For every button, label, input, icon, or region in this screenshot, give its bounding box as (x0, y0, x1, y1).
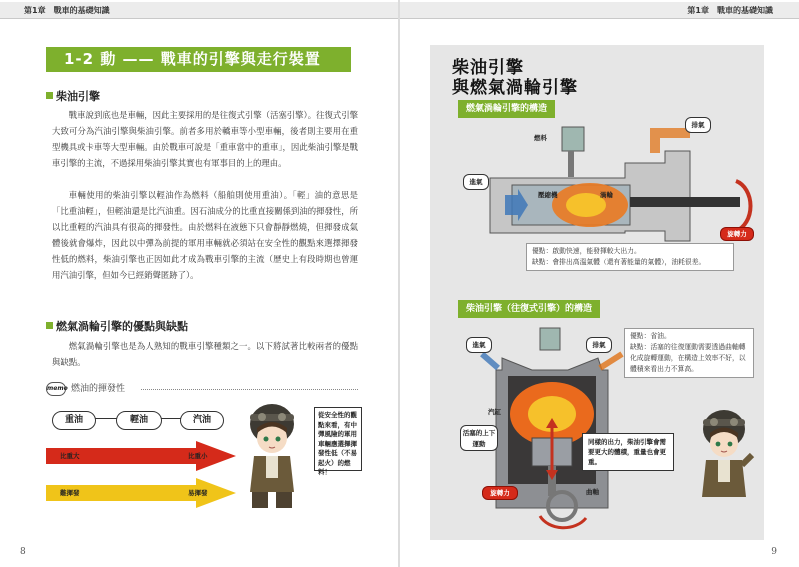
diesel-rotation-tag: 旋轉力 (482, 486, 518, 500)
page-number-right: 9 (771, 547, 777, 557)
tank-girl-illustration-right (692, 405, 756, 515)
diesel-section-label: 柴油引擎（往復式引擎）的構造 (458, 300, 600, 318)
oil-heavy: 重油 (52, 411, 96, 430)
memo-row (46, 382, 358, 398)
crankshaft-label: 曲軸 (586, 488, 599, 496)
page-number-left: 8 (20, 547, 26, 557)
turbine-rotation-tag: 旋轉力 (720, 227, 754, 241)
diesel-intake-tag: 進氣 (466, 337, 492, 353)
turbine-label: 渦輪 (600, 191, 613, 199)
compressor-label: 壓縮機 (538, 191, 558, 199)
label-volatility-high: 易揮發 (188, 489, 208, 497)
paragraph-3: 燃氣渦輪引擎也是為人熟知的戰車引擎種類之一。以下將試著比較兩者的優點與缺點。 (52, 341, 358, 367)
diagram-panel (430, 45, 764, 540)
paragraph-1: 戰車說到底也是車輛，因此主要採用的是往復式引擎（活塞引擎）。往復式引擎大致可分為汽油引擎與柴油引擎。前者多用於轎車等小型車輛，後者則主要用在重型機具或卡車等大型車輛。由於戰車可說是「重車當中的重車」，因此柴油引擎是戰車引擎的主流，不過採用柴油引擎其實也有軍事目的上的理由。 (52, 110, 358, 168)
heading-turbine: 燃氣渦輪引擎的優點與缺點 (46, 318, 188, 334)
label-density-low: 比重小 (188, 452, 208, 460)
diesel-notes (624, 328, 754, 378)
tank-girl-illustration (236, 400, 308, 510)
label-volatility-low: 難揮發 (60, 489, 80, 497)
section-title: 1-2 動 —— 戰車的引擎與走行裝置 (46, 47, 351, 72)
turbine-pros: 優點：啟動快速，能發揮較大出力。 (532, 247, 641, 255)
turbine-cons: 缺點：會排出高溫氣體（還有著能量的氣體），油耗很差。 (532, 258, 706, 266)
panel-title-line2: 與燃氣渦輪引擎 (452, 78, 578, 98)
heading-diesel: 柴油引擎 (46, 88, 100, 104)
turbine-intake-tag: 進氣 (463, 174, 489, 190)
diesel-exhaust-tag: 排氣 (586, 337, 612, 353)
running-head-right: 第1章 戰車的基礎知識 (400, 2, 799, 19)
cylinder-label: 汽缸 (488, 408, 501, 416)
turbine-fuel-label: 燃料 (534, 134, 547, 142)
speech-bubble-left: 從安全性的觀點來看，有中彈風險的軍用車輛應選擇揮發性低（不易起火）的燃料！ (314, 407, 362, 471)
speech-bubble-right: 同樣的出力，柴油引擎會需要更大的體積，重量也會更重。 (582, 433, 674, 471)
memo-title: 燃油的揮發性 (71, 384, 126, 394)
piston-tag: 活塞的上下運動 (460, 425, 498, 451)
running-head-left: 第1章 戰車的基礎知識 (0, 2, 399, 19)
right-page (400, 0, 799, 567)
turbine-section-label: 燃氣渦輪引擎的構造 (458, 100, 555, 118)
panel-title-line1: 柴油引擎 (452, 58, 524, 78)
paragraph-2: 車輛使用的柴油引擎以輕油作為燃料（船舶則使用重油）。「輕」油的意思是「比重油輕」，但輕油還是比汽油重。因石油成分的比重直接關係到油的揮發性，所以比重輕的汽油具有很高的揮發性。由於燃料在液態下只會靜靜燃燒，但揮發成氣體後就會爆炸，因此以中彈為前提的軍用車輛就必須站在安全性的觀點來選擇揮發性低的燃料，柴油引擎也正因如此才成為戰車引擎的主流（歷史上有段時期也曾運用汽油引擎，但如今已經銷聲匿跡了）。 (52, 190, 358, 280)
left-page (0, 0, 399, 567)
diesel-cons: 缺點：活塞的往復運動需要透過曲軸轉化成旋轉運動，在構造上效率不好，以體積來看出力不算高。 (630, 343, 746, 373)
turbine-notes (526, 243, 734, 271)
oil-gasoline: 汽油 (180, 411, 224, 430)
memo-divider (141, 389, 358, 390)
turbine-exhaust-tag: 排氣 (685, 117, 711, 133)
diesel-pros: 優點：省油。 (630, 332, 671, 340)
turbine-diagram (450, 123, 750, 253)
oil-light: 輕油 (116, 411, 162, 430)
memo-badge: memo (46, 382, 66, 396)
label-density-high: 比重大 (60, 452, 80, 460)
